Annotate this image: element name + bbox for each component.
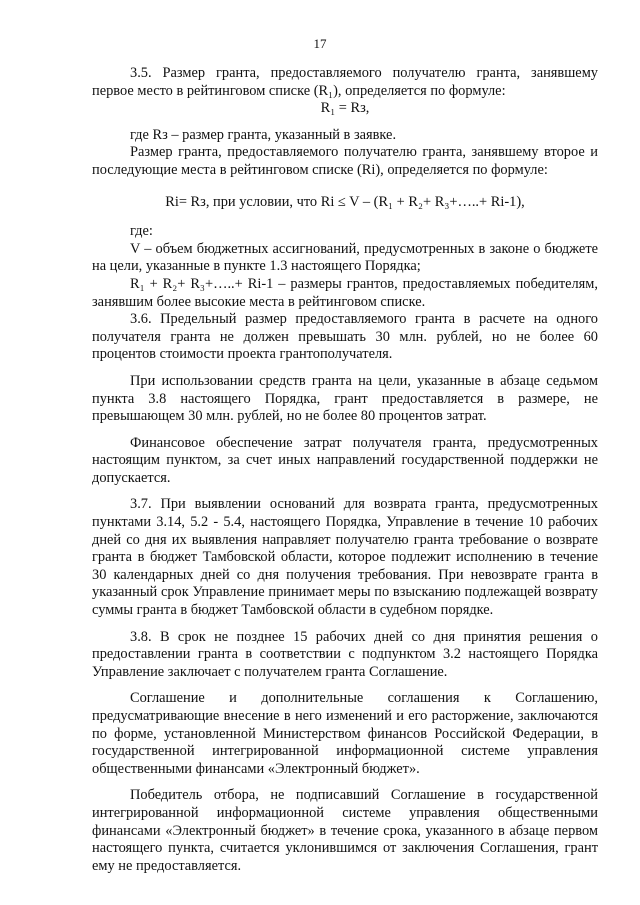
definition-r-sum: R₁ + R₂+ R₃+…..+ Ri-1 – размеры грантов, предоставляемых победителям, занявшим более высокие места в рейтинговом списке. [92,275,598,310]
paragraph-3-7: 3.7. При выявлении оснований для возврата гранта, предусмотренных пунктами 3.14, 5.2 - 5.4, настоящего Порядка, Управление в течение 10 рабочих дней со дня их выявления направляет получателю гранта требование о возврате гранта в бюджет Тамбовской области, которое подлежит исполнению в течение 30 календарных дней со дня получения требования. При невозврате гранта в указанный срок Управление принимает меры по взысканию подлежащей возврату суммы гранта в бюджет Тамбовской области в судебном порядке. [92,496,598,619]
formula-r1-explanation: где Rз – размер гранта, указанный в заявке. [130,126,397,143]
page-number: 17 [313,36,327,51]
formula-r1: R₁ = Rз, [320,100,370,117]
paragraph-3-8: 3.8. В срок не позднее 15 рабочих дней со дня принятия решения о предоставлении гранта в соответствии с подпунктом 3.2 настоящего Порядка Управление заключает с получателем гранта Соглашение. [92,628,598,680]
paragraph-3-6: 3.6. Предельный размер предоставляемого гранта в расчете на одного получателя гранта не должен превышать 30 млн. рублей, но не более 60 процентов стоимости проекта грантополучателя. [92,311,598,363]
where-label: где: [130,223,153,240]
paragraph-grant-size-following: Размер гранта, предоставляемого получателю гранта, занявшему второе и последующие места в рейтинговом списке (Ri), определяется по формуле: [92,144,598,178]
definition-v: V – объем бюджетных ассигнований, предусмотренных в законе о бюджете на цели, указанные в пункте 1.3 настоящего Порядка; [92,240,598,275]
paragraph-financing: Финансовое обеспечение затрат получателя гранта, предусмотренных настоящим пунктом, за счет иных направлений государственной поддержки не допускается. [92,434,598,486]
paragraph-grant-use: При использовании средств гранта на цели, указанные в абзаце седьмом пункта 3.8 настоящего Порядка, грант предоставляется в размере, не превышающем 30 млн. рублей, но не более 80 процентов затрат. [92,372,598,425]
paragraph-agreement-form: Соглашение и дополнительные соглашения к Соглашению, предусматривающие внесение в него изменений и его расторжение, заключаются по форме, установленной Министерством финансов Российской Федерации, в государственной интегрированной информационной системе управления общественными финансами «Электронный бюджет». [92,690,598,777]
paragraph-3-5: 3.5. Размер гранта, предоставляемого получателю гранта, занявшему первое место в рейтинговом списке (R₁), определяется по формуле: [92,65,598,99]
paragraph-winner-refusal: Победитель отбора, не подписавший Соглашение в государственной интегрированной информационной системе управления общественными финансами «Электронный бюджет» в течение срока, указанного в абзаце первом настоящего пункта, считается уклонившимся от заключения Соглашения, грант ему не предоставляется. [92,787,598,874]
scan-edge-mark [4,740,12,850]
document-body [92,65,598,875]
formula-ri: Ri= Rз, при условии, что Ri ≤ V – (R₁ + R₂+ R₃+…..+ Ri-1), [165,193,525,210]
